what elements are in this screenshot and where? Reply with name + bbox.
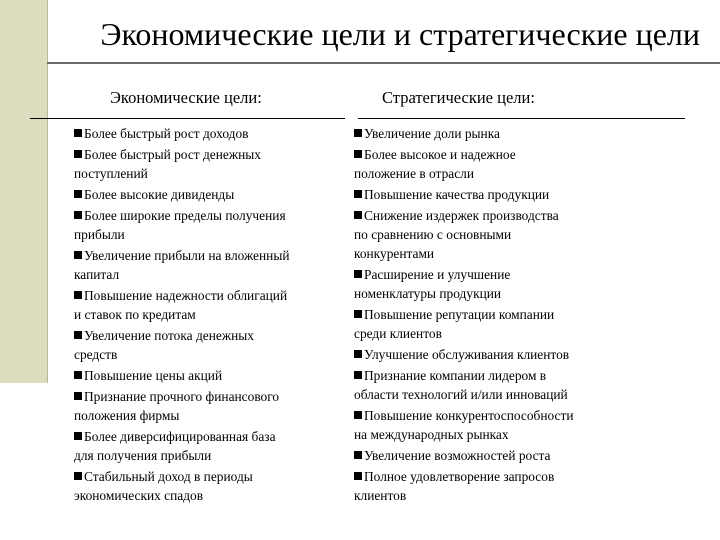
list-item-text: Расширение и улучшение [354, 265, 634, 284]
list-item [354, 366, 634, 404]
list-item-text: номенклатуры продукции [354, 286, 502, 301]
list-item-text: Увеличение прибыли на вложенный [74, 246, 346, 265]
square-bullet-icon [354, 129, 362, 137]
list-item [354, 446, 634, 465]
list-item [74, 206, 346, 244]
list-item-text: Увеличение потока денежных [74, 326, 346, 345]
square-bullet-icon [74, 472, 82, 480]
list-item [74, 145, 346, 183]
right-header-rule [358, 118, 685, 119]
list-item [74, 366, 346, 385]
list-item [354, 145, 634, 183]
list-item-text: капитал [74, 267, 120, 282]
list-item-text: Повышение конкурентоспособности [354, 406, 634, 425]
list-item [74, 185, 346, 204]
list-item-text: Улучшение обслуживания клиентов [354, 345, 634, 364]
list-item-text: поступлений [74, 166, 148, 181]
list-item [74, 286, 346, 324]
list-item-text: по сравнению с основными [354, 227, 512, 242]
list-item-text: Повышение репутации компании [354, 305, 634, 324]
square-bullet-icon [74, 251, 82, 259]
list-item [354, 406, 634, 444]
square-bullet-icon [354, 472, 362, 480]
decorative-side-bar [0, 0, 47, 383]
list-item-text: Более быстрый рост доходов [74, 124, 346, 143]
list-item-text: Более высокие дивиденды [74, 185, 346, 204]
title-rule [47, 62, 720, 64]
square-bullet-icon [354, 211, 362, 219]
list-item [354, 305, 634, 343]
list-item [354, 345, 634, 364]
square-bullet-icon [74, 432, 82, 440]
list-item-text: Более высокое и надежное [354, 145, 634, 164]
square-bullet-icon [74, 331, 82, 339]
list-item-text: Повышение качества продукции [354, 185, 634, 204]
economic-goals-header: Экономические цели: [110, 88, 262, 107]
square-bullet-icon [354, 411, 362, 419]
slide-title: Экономические цели и стратегические цели [100, 16, 700, 52]
list-item-text: положения фирмы [74, 408, 180, 423]
square-bullet-icon [74, 371, 82, 379]
list-item-text: Признание прочного финансового [74, 387, 346, 406]
list-item-text: Повышение цены акций [74, 366, 346, 385]
square-bullet-icon [354, 150, 362, 158]
square-bullet-icon [354, 350, 362, 358]
square-bullet-icon [354, 371, 362, 379]
square-bullet-icon [74, 211, 82, 219]
square-bullet-icon [354, 190, 362, 198]
list-item-text: положение в отрасли [354, 166, 475, 181]
square-bullet-icon [74, 291, 82, 299]
list-item-text: Более диверсифицированная база [74, 427, 346, 446]
list-item-text: средств [74, 347, 118, 362]
list-item [74, 124, 346, 143]
list-item-text: и ставок по кредитам [74, 307, 196, 322]
list-item-text: конкурентами [354, 246, 435, 261]
side-bar-edge [47, 0, 48, 383]
list-item [354, 124, 634, 143]
list-item [74, 387, 346, 425]
list-item-text: Снижение издержек производства [354, 206, 634, 225]
list-item-text: Более широкие пределы получения [74, 206, 346, 225]
list-item-text: на международных рынках [354, 427, 509, 442]
strategic-goals-list [354, 124, 634, 507]
list-item [74, 326, 346, 364]
square-bullet-icon [354, 270, 362, 278]
list-item-text: среди клиентов [354, 326, 442, 341]
list-item-text: экономических спадов [74, 488, 204, 503]
list-item [354, 467, 634, 505]
square-bullet-icon [354, 310, 362, 318]
strategic-goals-header: Стратегические цели: [382, 88, 535, 107]
list-item-text: Повышение надежности облигаций [74, 286, 346, 305]
square-bullet-icon [74, 150, 82, 158]
list-item-text: Признание компании лидером в [354, 366, 634, 385]
list-item [354, 206, 634, 263]
square-bullet-icon [74, 190, 82, 198]
list-item [354, 185, 634, 204]
list-item-text: для получения прибыли [74, 448, 212, 463]
list-item-text: Увеличение доли рынка [354, 124, 634, 143]
list-item-text: Более быстрый рост денежных [74, 145, 346, 164]
square-bullet-icon [74, 129, 82, 137]
list-item-text: клиентов [354, 488, 407, 503]
list-item-text: прибыли [74, 227, 125, 242]
square-bullet-icon [354, 451, 362, 459]
list-item [74, 467, 346, 505]
economic-goals-list [74, 124, 346, 507]
list-item [74, 427, 346, 465]
list-item-text: Стабильный доход в периоды [74, 467, 346, 486]
list-item-text: области технологий и/или инноваций [354, 387, 568, 402]
list-item [354, 265, 634, 303]
left-header-rule [30, 118, 345, 119]
list-item [74, 246, 346, 284]
list-item-text: Увеличение возможностей роста [354, 446, 634, 465]
list-item-text: Полное удовлетворение запросов [354, 467, 634, 486]
square-bullet-icon [74, 392, 82, 400]
